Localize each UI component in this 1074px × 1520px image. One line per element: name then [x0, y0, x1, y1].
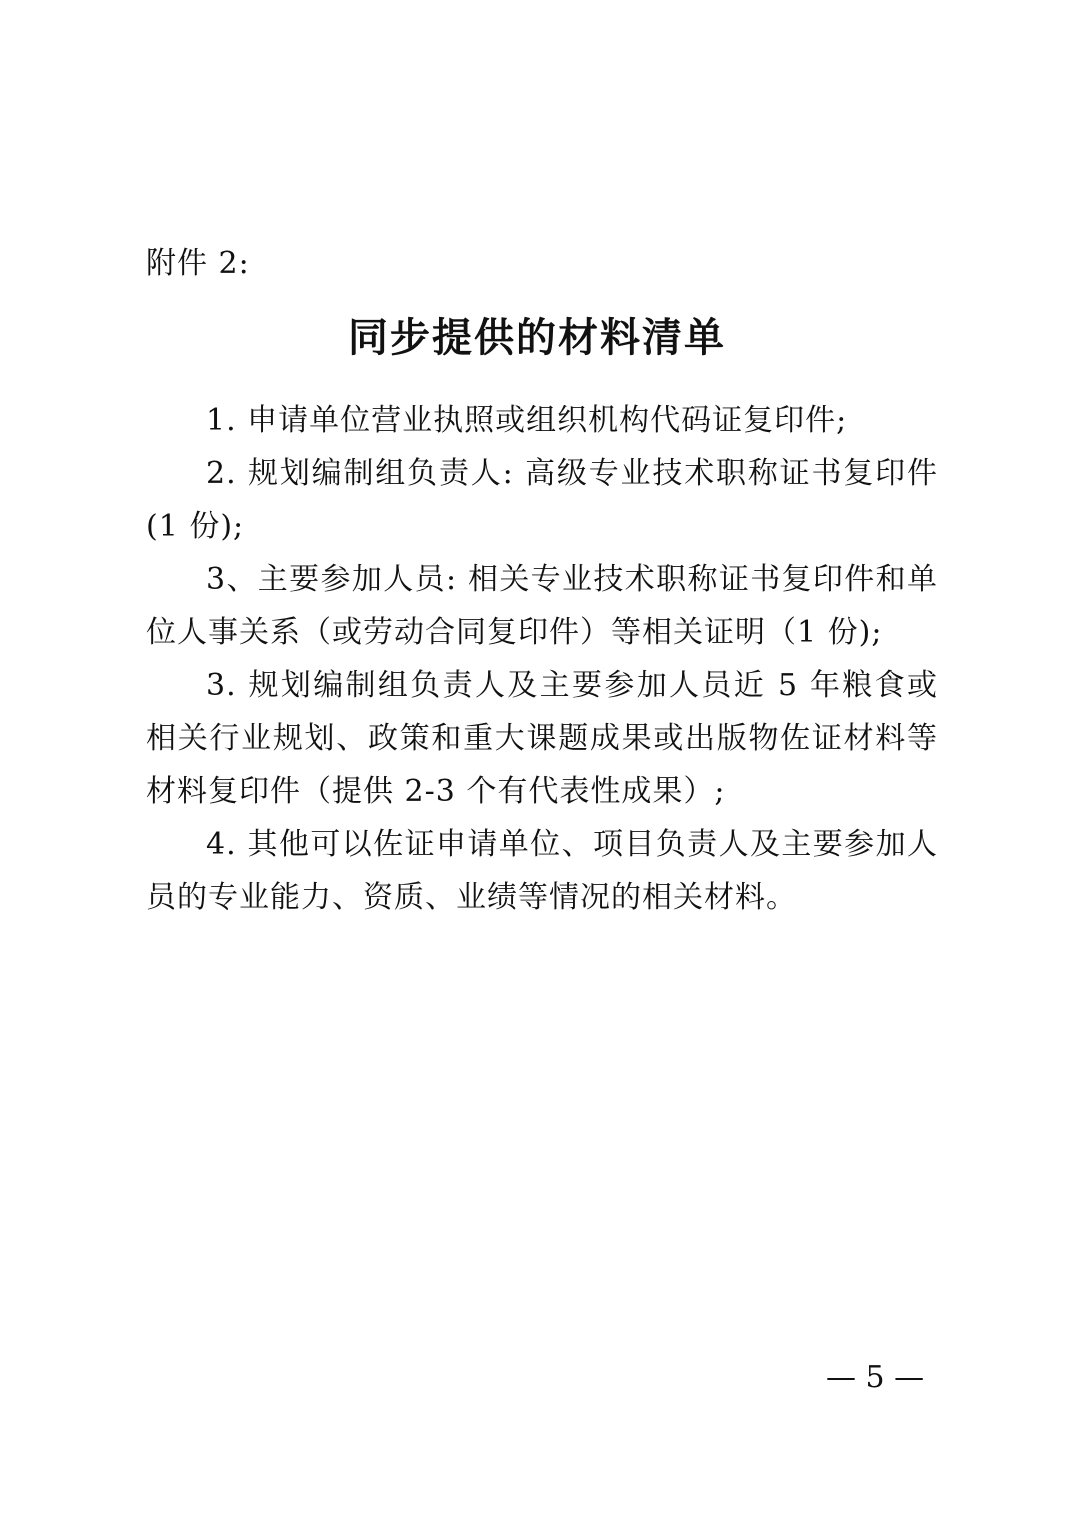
document-title: 同步提供的材料清单: [348, 313, 726, 361]
list-item: 3. 规划编制组负责人及主要参加人员近 5 年粮食或相关行业规划、政策和重大课题成果或出版物佐证材料等材料复印件（提供 2-3 个有代表性成果）;: [146, 668, 938, 809]
list-item: 1. 申请单位营业执照或组织机构代码证复印件;: [206, 403, 848, 438]
attachment-label: 附件 2:: [146, 246, 250, 281]
list-item: 3、主要参加人员: 相关专业技术职称证书复印件和单位人事关系（或劳动合同复印件）等相关证明（1 份);: [146, 562, 938, 650]
list-item: 4. 其他可以佐证申请单位、项目负责人及主要参加人员的专业能力、资质、业绩等情况的相关材料。: [146, 827, 938, 915]
materials-list: [146, 394, 938, 924]
list-item: 2. 规划编制组负责人: 高级专业技术职称证书复印件(1 份);: [146, 456, 938, 544]
page-number: — 5 —: [826, 1360, 925, 1395]
